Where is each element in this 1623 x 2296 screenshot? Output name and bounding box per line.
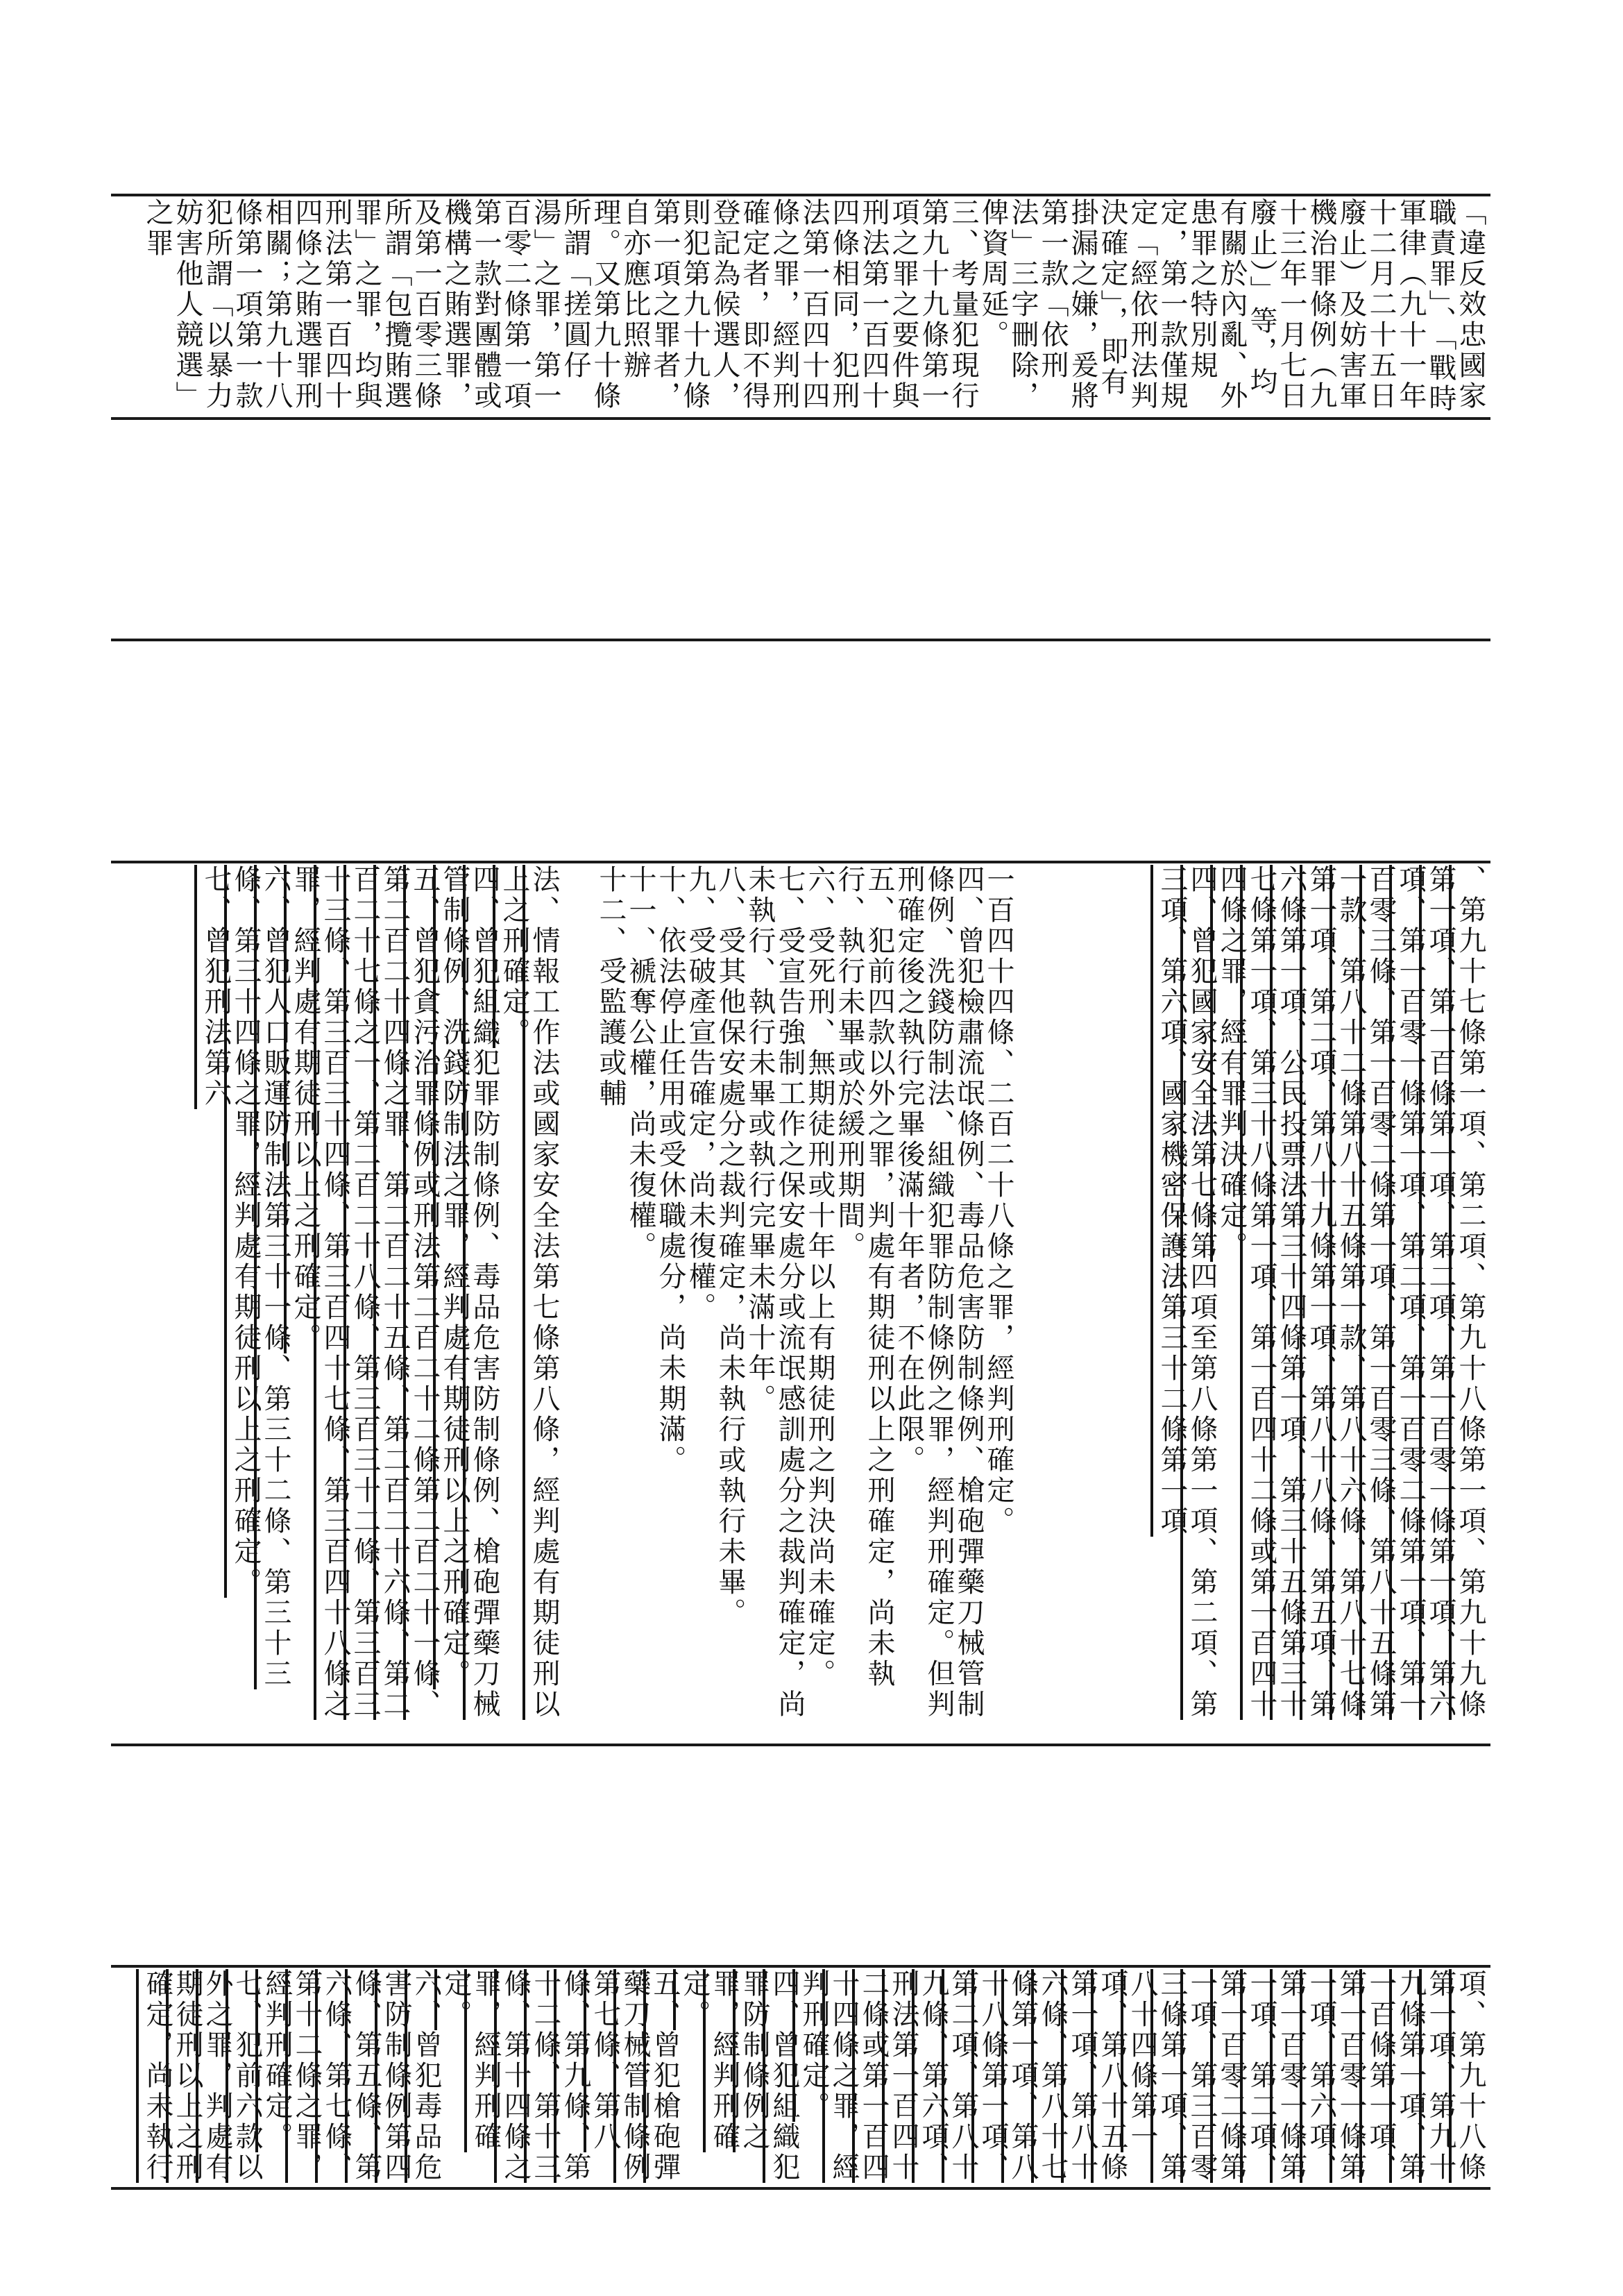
top-rule: [111, 194, 1490, 196]
bottom-block-text-column: 項、第九十八條第一項、第九十九條第一項、第一百條第一項、第一百零一條第一項、第六項、第一百零一條第一項、第二項、第一百零二條第一項、第三百零三條第一項、第八十四條第一項、第八十五條第一項、第八十六條、第八十七條第一項、第八十八條第一項、第二項、第八十九條、第六項、刑法第一百四十二條或第一百四十四條之罪，經判刑確定。 四、曾犯組織犯罪防制條例之罪，經判刑確定。 五、曾犯槍砲彈藥刀械管制條例第七條、第八條、第九條、第十二條、第十三條、第十四條之罪，經判刑確定。 六、曾犯毒品危害防制條例第四條、第五條、第六條、第七條、第十二條之罪，經判刑確定。 七、犯前六款以外之罪，判處有期徒刑以上之刑確定，尚未執行: [142, 1969, 1486, 2183]
top-block-bottom-rule: [111, 417, 1490, 420]
page-bottom-rule: [111, 2187, 1490, 2190]
middle-block-right-column: 、第九十七條第一項、第二項、第九十八條第一項、第九十九條第一項、第一百條第一項、第二項、第一百零一條第一項、第六項、第一百零一條第一項、第二項、第一百零二條第一項、第一百零三條、第一百零二條第一項、第一百零三條、第八十五條第一款、第八十二條第八十五條第一款、第八十六條、第八十七條第一項、第二項、第八十九條第一項、第八十八條、第五項、第六條第一項、公民投票法第三十四條第一項、第三十五條第三十七條第一項、第三十八條第一項、第一百四十二條或第一百四十四條之罪，經有罪判決確定。 四、曾犯國家安全法第七條第四項至第八條第一項、第二項、第三項、第六項、國家機密保護法第三十二條第一項: [1156, 865, 1486, 1720]
top-block-text-column: 「違反效忠國家職責罪」、「戰時軍律（九十一年十二月二十五日廢止）及妨害軍機治罪條例（九十三年一月七日廢止）」等，均有關於內亂、外患罪之特別規定，第一款僅規定「經依刑法判決確定」，即有掛漏之嫌，爰將第一款「依刑法」三字刪除，俾資周延。 三、考量犯現行第九十九條第一項之罪之要件與刑法第一百四十四條相同，犯刑法第一百四十四條之罪，經判刑確定者，即不得登記為候選人，則犯第九十九條第一項之罪者，自亦應比照辦理。又第九十條所謂「搓圓仔湯」之罪，第一百零二條第一項第一款對團體或機構之賄選罪，及第一百零三條所謂「包攬賄選罪」之罪，均與刑法第一百四十四條之賄選罪刑相關；第九十八條第一項第一款犯所謂「以暴力妨害他人競選」之罪: [142, 198, 1486, 414]
middle-block-center-column: 一百四十四條、二百二十八條之罪，經判刑確定。 四、曾犯檢肅流氓條例、毒品危害防制條例、槍砲彈藥刀械管制條例、洗錢防制法、組織犯罪防制條例之罪，經判刑確定。但判刑確定後之執行完畢後滿十年者，不在此限。 五、犯前四款以外之罪，判處有期徒刑以上之刑確定，尚未執行、執行未畢或於緩刑期間。 六、受死刑、無期徒刑或十年以上有期徒刑之判決尚未確定。 七、受宣告強制工作之保安處分或流氓感訓處分之裁判確定，尚未執行、執行未畢或執行完畢未滿十年。 八、受其他保安處分之裁判確定，尚未執行或執行未畢。 九、受破產宣告確定，尚未復權。 十、依法停止任用或受休職處分，尚未期滿。 十一、褫奪公權，尚未復權。 十二、受監護或輔: [595, 865, 1014, 1720]
second-block-top-rule: [111, 639, 1490, 641]
middle-block-bottom-rule: [111, 1744, 1490, 1746]
bottom-block-top-rule: [111, 1965, 1490, 1968]
middle-block-top-rule: [111, 861, 1490, 863]
middle-block-left-column: 法、情報工作法或國家安全法第七條第八條，經判處有期徒刑以上之刑確定。 四、曾犯組織犯罪防制條例、毒品危害防制條例、槍砲彈藥刀械管制條例、洗錢防制法之罪，經判處有期徒刑以上之刑確定。 五、曾犯貪污治罪條例或刑法第二百二十二條第二百二十一條、第二百二十四條之罪、第二百二十五條、第二百二十六條、第二百二十七條之一、第二百二十八條、第三百三十二條、第三百三十三條、第三百三十四條、第三百四十七條、第三百四十八條之罪，經判處有期徒刑以上之刑確定。 六、曾犯人口販運防制法第三十一條、第三十二條、第三十三條、第三十四條之罪，經判處有期徒刑以上之刑確定。 七、曾犯刑法第六: [200, 865, 560, 1720]
